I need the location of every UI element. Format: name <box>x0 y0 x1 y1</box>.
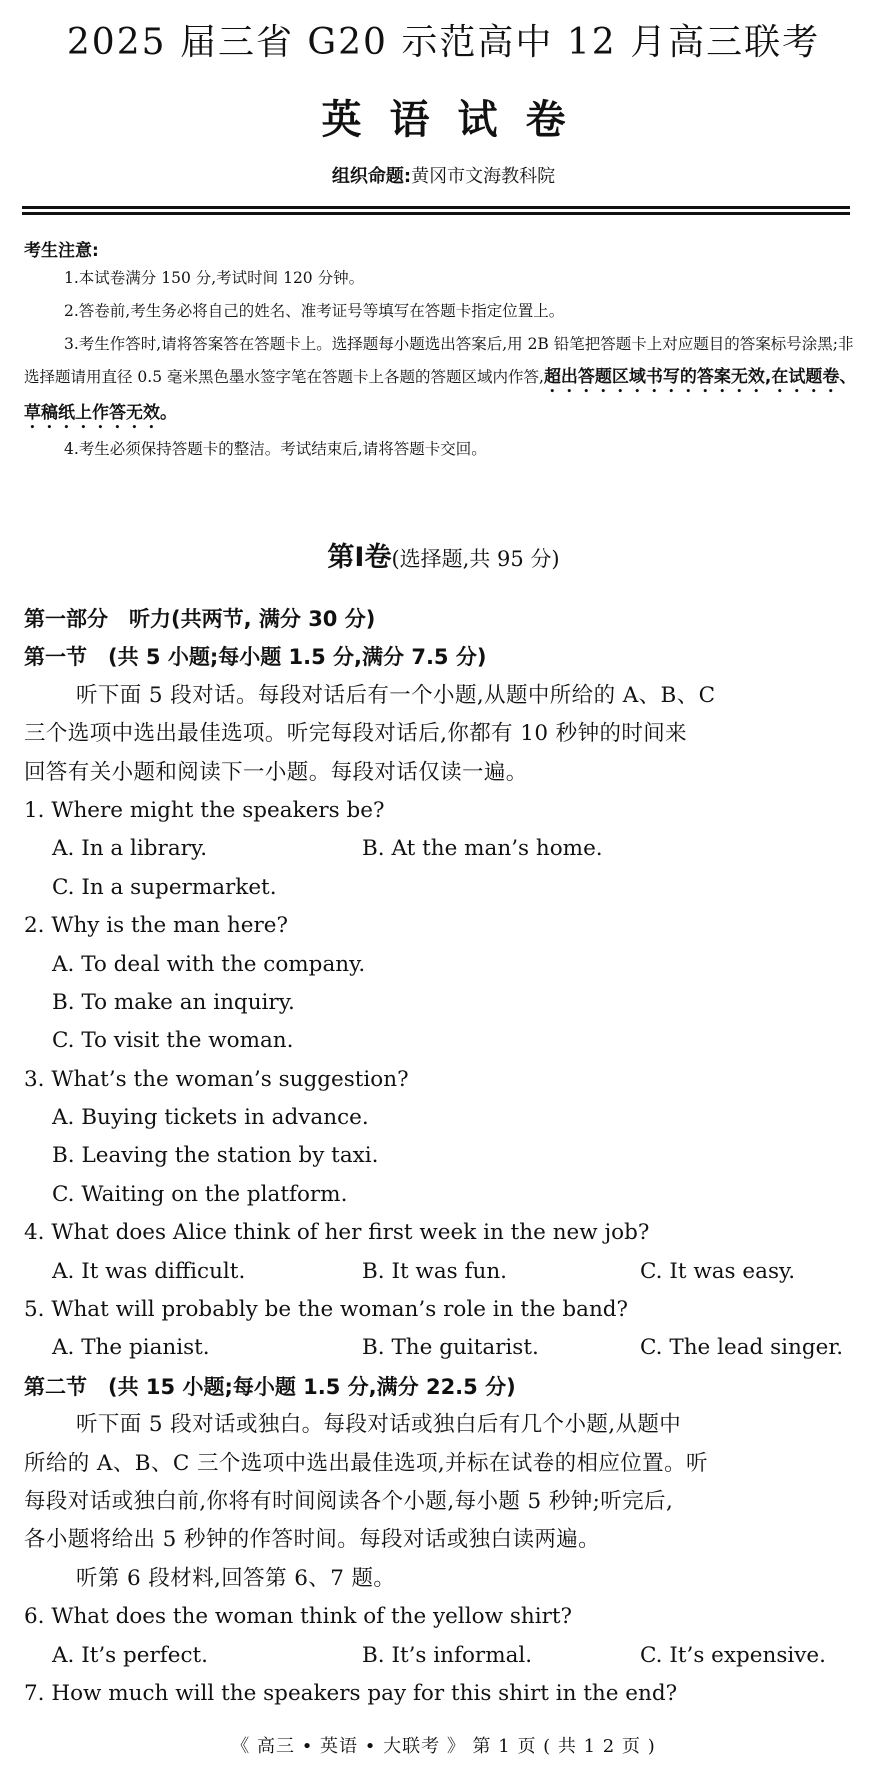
option-b: B. To make an inquiry. <box>52 989 295 1015</box>
organizer-line <box>0 162 887 188</box>
option-a: A. The pianist. <box>52 1335 210 1361</box>
question-stem: 3. What’s the woman’s suggestion? <box>24 1066 409 1092</box>
section2-instruction-line: 所给的 A、B、C 三个选项中选出最佳选项,并标在试卷的相应位置。听 <box>24 1450 708 1476</box>
header-rule-bottom <box>22 212 850 215</box>
question-options-row <box>24 1022 864 1060</box>
section2-instruction-line: 每段对话或独白前,你将有时间阅读各个小题,每小题 5 秒钟;听完后, <box>24 1488 674 1514</box>
page-footer: 《 高三 • 英语 • 大联考 》 第 1 页 ( 共 1 2 页 ) <box>231 1736 656 1757</box>
question-options-row <box>24 1176 864 1214</box>
question-options-row <box>24 869 864 907</box>
option-b: B. Leaving the station by taxi. <box>52 1143 379 1169</box>
notice-item-2: 2.答卷前,考生务必将自己的姓名、准考证号等填写在答题卡指定位置上。 <box>64 302 565 320</box>
section2-instruction-line: 听下面 5 段对话或独白。每段对话或独白后有几个小题,从题中 <box>76 1412 682 1438</box>
option-b: B. At the man’s home. <box>362 836 603 862</box>
question-stem: 7. How much will the speakers pay for this shirt in the end? <box>24 1680 678 1706</box>
question-options-row <box>24 1137 864 1175</box>
question-options-row <box>24 1253 864 1291</box>
header-rule-top <box>22 206 850 209</box>
notice-item-3-text: 3.考生作答时,请将答案答在答题卡上。选择题每小题选出答案后,用 2B 铅笔把答题卡上对应题目的答案标号涂黑;非选择题请用直径 0.5 毫米黑色墨水签字笔在答题卡上各题的答题区域内作答, <box>24 335 854 386</box>
option-c: C. In a supermarket. <box>52 874 277 900</box>
section1-instruction-line: 听下面 5 段对话。每段对话后有一个小题,从题中所给的 A、B、C <box>76 682 716 708</box>
organizer-label: 组织命题: <box>331 166 412 187</box>
question-options-row <box>24 1099 864 1137</box>
question-stem: 5. What will probably be the woman’s role in the band? <box>24 1297 629 1323</box>
notice-heading: 考生注意: <box>24 241 99 261</box>
option-a: A. Buying tickets in advance. <box>52 1105 369 1131</box>
question-options-row <box>24 1329 864 1367</box>
notice-list <box>24 262 862 466</box>
question-stem: 4. What does Alice think of her first week in the new job? <box>24 1220 650 1246</box>
section1-heading: 第一节 (共 5 小题;每小题 1.5 分,满分 7.5 分) <box>24 645 487 670</box>
section1-instruction-line: 三个选项中选出最佳选项。听完每段对话后,你都有 10 秒钟的时间来 <box>24 721 688 747</box>
option-c: C. The lead singer. <box>640 1335 844 1361</box>
question-options-row <box>24 984 864 1022</box>
part1-heading: 第一部分 听力(共两节, 满分 30 分) <box>24 607 376 631</box>
question-stem: 2. Why is the man here? <box>24 913 289 939</box>
question-options-row <box>24 946 864 984</box>
question-stem: 1. Where might the speakers be? <box>24 797 385 823</box>
notice-item-4: 4.考生必须保持答题卡的整洁。考试结束后,请将答题卡交回。 <box>64 440 487 458</box>
subject-title: 英语试卷 <box>321 97 594 143</box>
option-a: A. It was difficult. <box>52 1258 246 1284</box>
question-options-row <box>24 1637 864 1675</box>
section2-heading: 第二节 (共 15 小题;每小题 1.5 分,满分 22.5 分) <box>24 1374 516 1399</box>
option-b: B. It was fun. <box>362 1258 508 1284</box>
option-a: A. In a library. <box>52 836 208 862</box>
option-c: C. It’s expensive. <box>640 1642 826 1668</box>
organizer-name: 黄冈市文海教科院 <box>411 166 556 187</box>
volume-subtitle: (选择题,共 95 分) <box>391 547 560 571</box>
notice-item-3 <box>24 328 862 433</box>
section1-instruction-line: 回答有关小题和阅读下一小题。每段对话仅读一遍。 <box>24 759 528 785</box>
option-c: C. To visit the woman. <box>52 1028 294 1054</box>
notice-item-1: 1.本试卷满分 150 分,考试时间 120 分钟。 <box>64 269 365 287</box>
notice-item-3-emphasis: 超出答题区域书写的答案无效,在试题卷、草稿纸上作答无效。 <box>24 367 857 423</box>
option-a: A. It’s perfect. <box>52 1642 208 1668</box>
option-b: B. It’s informal. <box>362 1642 533 1668</box>
option-a: A. To deal with the company. <box>52 951 366 977</box>
option-b: B. The guitarist. <box>362 1335 539 1361</box>
listening-content <box>24 600 864 1713</box>
volume-title <box>0 535 887 574</box>
exam-title: 2025 届三省 G20 示范高中 12 月高三联考 <box>66 22 821 63</box>
material-note: 听第 6 段材料,回答第 6、7 题。 <box>76 1565 396 1591</box>
option-c: C. Waiting on the platform. <box>52 1181 348 1207</box>
question-stem: 6. What does the woman think of the yellow shirt? <box>24 1604 573 1630</box>
volume-name: 第Ⅰ卷 <box>327 542 392 573</box>
option-c: C. It was easy. <box>640 1258 796 1284</box>
question-options-row <box>24 830 864 868</box>
section2-instruction-line: 各小题将给出 5 秒钟的作答时间。每段对话或独白读两遍。 <box>24 1527 601 1553</box>
